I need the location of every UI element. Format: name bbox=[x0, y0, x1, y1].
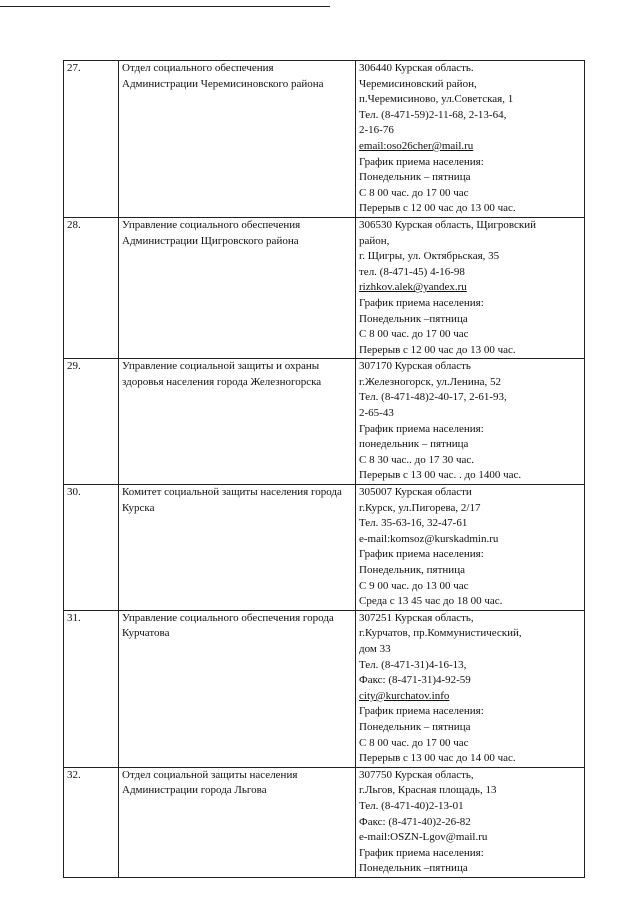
email-link[interactable]: rizhkov.alek@yandex.ru bbox=[359, 281, 467, 294]
contact-info-line: Понедельник – пятница bbox=[359, 720, 471, 733]
organization-cell bbox=[119, 767, 356, 877]
contact-info-line: Перерыв с 12 00 час до 13 00 час. bbox=[359, 343, 516, 356]
contact-info-line: 307170 Курская область bbox=[359, 360, 471, 373]
contact-info-line: Перерыв с 12 00 час до 13 00 час. bbox=[359, 202, 516, 215]
contact-info-line: тел. (8-471-45) 4-16-98 bbox=[359, 265, 465, 278]
contact-info-line: 306440 Курская область. bbox=[359, 62, 474, 74]
contact-info-line: Черемисиновский район, bbox=[359, 77, 477, 90]
contact-info-line: Понедельник, пятница bbox=[359, 564, 465, 576]
contact-info-line: г.Курчатов, пр.Коммунистический, bbox=[359, 627, 522, 640]
organization-cell bbox=[119, 485, 356, 611]
email-link[interactable]: city@kurchatov.info bbox=[359, 689, 450, 702]
contact-info-line: График приема населения: bbox=[359, 705, 484, 718]
contact-info-line: 305007 Курская области bbox=[359, 486, 472, 499]
organization-cell bbox=[119, 610, 356, 767]
contact-info-line: Понедельник –пятница bbox=[359, 312, 468, 325]
contact-info-cell bbox=[356, 485, 585, 611]
contact-info-line: понедельник – пятница bbox=[359, 438, 469, 451]
contact-info-line: График приема населения: bbox=[359, 155, 484, 168]
contact-info-line: С 8 30 час.. до 17 30 час. bbox=[359, 453, 475, 466]
contact-info-line: п.Черемисиново, ул.Советская, 1 bbox=[359, 93, 514, 106]
row-number: 28. bbox=[64, 217, 119, 358]
contact-info-line: Перерыв с 13 00 час. . до 1400 час. bbox=[359, 469, 522, 482]
row-number: 30. bbox=[64, 485, 119, 611]
contact-info-line: Тел. (8-471-31)4-16-13, bbox=[359, 658, 467, 671]
contact-info-line: район, bbox=[359, 234, 390, 247]
contact-info-cell bbox=[356, 61, 585, 218]
contact-info-line: Среда с 13 45 час до 18 00 час. bbox=[359, 595, 503, 608]
top-rule bbox=[0, 6, 330, 7]
contact-info-line: С 8 00 час. до 17 00 час bbox=[359, 186, 469, 199]
row-number: 27. bbox=[64, 61, 119, 218]
contact-info-line: e-mail:komsoz@kurskadmin.ru bbox=[359, 532, 499, 545]
contact-info-line: г.Курск, ул.Пигорева, 2/17 bbox=[359, 501, 481, 514]
contact-info-line: 2-65-43 bbox=[359, 407, 394, 420]
contact-info-line: С 9 00 час. до 13 00 час bbox=[359, 579, 469, 592]
contact-info-line: e-mail:OSZN-Lgov@mail.ru bbox=[359, 831, 488, 844]
organization-name: Комитет социальной защиты населения города Курска bbox=[122, 486, 342, 514]
contact-info-line: г.Железногорск, ул.Ленина, 52 bbox=[359, 375, 501, 388]
table-body bbox=[64, 61, 585, 878]
organization-cell bbox=[119, 61, 356, 218]
contact-info-line: 306530 Курская область, Щигровский bbox=[359, 218, 537, 231]
contact-info-cell bbox=[356, 217, 585, 358]
contact-info-cell bbox=[356, 767, 585, 877]
contact-info-line: С 8 00 час. до 17 00 час bbox=[359, 328, 469, 341]
contact-info-line: Тел. (8-471-48)2-40-17, 2-61-93, bbox=[359, 391, 507, 404]
organization-name: Управление социальной защиты и охраны здоровья населения города Железногорска bbox=[122, 360, 322, 388]
contact-info-line: г. Щигры, ул. Октябрьская, 35 bbox=[359, 250, 500, 263]
table-row bbox=[64, 485, 585, 611]
contact-info-line: График приема населения: bbox=[359, 548, 484, 561]
contact-info-line: дом 33 bbox=[359, 642, 391, 655]
contact-info-line: График приема населения: bbox=[359, 296, 484, 309]
contact-info-line: График приема населения: bbox=[359, 846, 484, 859]
row-number: 31. bbox=[64, 610, 119, 767]
table-row bbox=[64, 610, 585, 767]
contact-info-line: Тел. (8-471-59)2-11-68, 2-13-64, bbox=[359, 108, 507, 121]
organization-name: Отдел социальной защиты населения Администрации города Льгова bbox=[122, 768, 298, 797]
contact-info-line: Факс: (8-471-31)4-92-59 bbox=[359, 674, 471, 687]
table-row bbox=[64, 767, 585, 877]
contact-info-line: Факс: (8-471-40)2-26-82 bbox=[359, 815, 471, 828]
contact-info-line: Тел. 35-63-16, 32-47-61 bbox=[359, 517, 468, 530]
contact-info-cell bbox=[356, 610, 585, 767]
contact-info-line: График приема населения: bbox=[359, 422, 484, 435]
contact-info-line: Перерыв с 13 00 час до 14 00 час. bbox=[359, 752, 516, 765]
organization-name: Отдел социального обеспечения Администрации Черемисиновского района bbox=[122, 62, 324, 90]
contact-info-line: 307750 Курская область, bbox=[359, 768, 474, 781]
contact-info-line: Тел. (8-471-40)2-13-01 bbox=[359, 799, 464, 812]
contacts-table bbox=[63, 60, 585, 878]
organization-name: Управление социального обеспечения города Курчатова bbox=[122, 611, 334, 640]
row-number: 32. bbox=[64, 767, 119, 877]
contact-info-line: 307251 Курская область, bbox=[359, 611, 474, 624]
contact-info-line: 2-16-76 bbox=[359, 124, 394, 137]
contact-info-line: г.Льгов, Красная площадь, 13 bbox=[359, 784, 497, 797]
organization-cell bbox=[119, 217, 356, 358]
contact-info-line: Понедельник – пятница bbox=[359, 171, 471, 184]
email-link[interactable]: email:oso26cher@mail.ru bbox=[359, 139, 474, 152]
organization-name: Управление социального обеспечения Администрации Щигровского района bbox=[122, 218, 301, 247]
organization-cell bbox=[119, 359, 356, 485]
table-row bbox=[64, 61, 585, 218]
table-row bbox=[64, 359, 585, 485]
table-row bbox=[64, 217, 585, 358]
row-number: 29. bbox=[64, 359, 119, 485]
contact-info-line: С 8 00 час. до 17 00 час bbox=[359, 736, 469, 749]
contact-info-line: Понедельник –пятница bbox=[359, 862, 468, 875]
contact-info-cell bbox=[356, 359, 585, 485]
